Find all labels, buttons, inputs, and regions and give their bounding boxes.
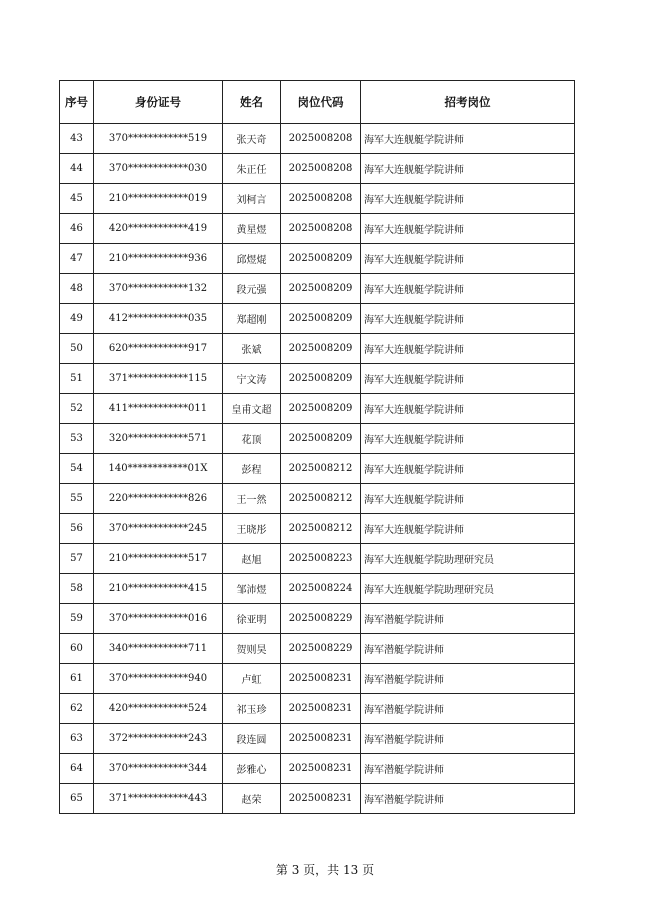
cell-id-number: 420************524 [94, 694, 223, 724]
cell-index: 50 [60, 334, 94, 364]
cell-name: 花顶 [223, 424, 281, 454]
cell-name: 郑超刚 [223, 304, 281, 334]
cell-post-code: 2025008208 [281, 184, 361, 214]
cell-name: 徐亚明 [223, 604, 281, 634]
cell-id-number: 210************936 [94, 244, 223, 274]
table-row [60, 154, 575, 184]
cell-name: 王一然 [223, 484, 281, 514]
cell-post: 海军大连舰艇学院讲师 [361, 274, 575, 304]
cell-post-code: 2025008223 [281, 544, 361, 574]
cell-post-code: 2025008231 [281, 724, 361, 754]
cell-id-number: 411************011 [94, 394, 223, 424]
cell-id-number: 620************917 [94, 334, 223, 364]
cell-name: 王晓彤 [223, 514, 281, 544]
cell-index: 60 [60, 634, 94, 664]
cell-id-number: 220************826 [94, 484, 223, 514]
cell-index: 58 [60, 574, 94, 604]
cell-post: 海军大连舰艇学院讲师 [361, 184, 575, 214]
cell-index: 55 [60, 484, 94, 514]
cell-post-code: 2025008231 [281, 664, 361, 694]
table-row [60, 274, 575, 304]
cell-id-number: 370************016 [94, 604, 223, 634]
cell-post: 海军大连舰艇学院讲师 [361, 124, 575, 154]
cell-post-code: 2025008208 [281, 124, 361, 154]
cell-name: 朱正任 [223, 154, 281, 184]
cell-id-number: 210************415 [94, 574, 223, 604]
cell-name: 张天奇 [223, 124, 281, 154]
header-name: 姓名 [223, 81, 281, 124]
cell-post-code: 2025008229 [281, 604, 361, 634]
cell-post-code: 2025008209 [281, 304, 361, 334]
cell-index: 48 [60, 274, 94, 304]
table-row [60, 604, 575, 634]
cell-name: 黄星煜 [223, 214, 281, 244]
cell-index: 44 [60, 154, 94, 184]
cell-post-code: 2025008224 [281, 574, 361, 604]
table-row [60, 664, 575, 694]
page-number-footer: 第 3 页，共 13 页 [275, 863, 375, 877]
cell-name: 段元强 [223, 274, 281, 304]
cell-index: 46 [60, 214, 94, 244]
cell-post: 海军潜艇学院讲师 [361, 784, 575, 814]
cell-index: 43 [60, 124, 94, 154]
cell-post-code: 2025008212 [281, 454, 361, 484]
cell-index: 52 [60, 394, 94, 424]
cell-post: 海军大连舰艇学院助理研究员 [361, 544, 575, 574]
table-row [60, 544, 575, 574]
cell-index: 51 [60, 364, 94, 394]
cell-post-code: 2025008212 [281, 514, 361, 544]
cell-post: 海军大连舰艇学院讲师 [361, 454, 575, 484]
cell-post-code: 2025008209 [281, 394, 361, 424]
cell-post-code: 2025008231 [281, 754, 361, 784]
cell-post: 海军大连舰艇学院讲师 [361, 514, 575, 544]
cell-id-number: 372************243 [94, 724, 223, 754]
cell-post: 海军大连舰艇学院讲师 [361, 154, 575, 184]
cell-post: 海军大连舰艇学院讲师 [361, 364, 575, 394]
header-id-number: 身份证号 [94, 81, 223, 124]
table-header-row [60, 81, 575, 124]
cell-name: 宁文涛 [223, 364, 281, 394]
cell-index: 65 [60, 784, 94, 814]
cell-id-number: 371************115 [94, 364, 223, 394]
cell-post-code: 2025008212 [281, 484, 361, 514]
cell-post: 海军大连舰艇学院讲师 [361, 304, 575, 334]
table-row [60, 394, 575, 424]
table-row [60, 574, 575, 604]
table-row [60, 124, 575, 154]
cell-name: 祁玉珍 [223, 694, 281, 724]
cell-post: 海军大连舰艇学院讲师 [361, 394, 575, 424]
table-row [60, 754, 575, 784]
cell-post: 海军潜艇学院讲师 [361, 754, 575, 784]
cell-post: 海军大连舰艇学院讲师 [361, 334, 575, 364]
cell-post-code: 2025008231 [281, 784, 361, 814]
cell-post-code: 2025008209 [281, 334, 361, 364]
cell-id-number: 371************443 [94, 784, 223, 814]
cell-post: 海军潜艇学院讲师 [361, 604, 575, 634]
cell-name: 卢虹 [223, 664, 281, 694]
cell-name: 皇甫文超 [223, 394, 281, 424]
cell-id-number: 370************132 [94, 274, 223, 304]
cell-post-code: 2025008208 [281, 214, 361, 244]
cell-post: 海军大连舰艇学院讲师 [361, 244, 575, 274]
cell-name: 邹沛煜 [223, 574, 281, 604]
cell-id-number: 370************245 [94, 514, 223, 544]
cell-index: 47 [60, 244, 94, 274]
cell-id-number: 210************019 [94, 184, 223, 214]
table-row [60, 514, 575, 544]
table-row [60, 484, 575, 514]
cell-index: 62 [60, 694, 94, 724]
table-row [60, 634, 575, 664]
cell-post-code: 2025008209 [281, 364, 361, 394]
cell-name: 邱煜焜 [223, 244, 281, 274]
cell-id-number: 370************519 [94, 124, 223, 154]
table-row [60, 424, 575, 454]
cell-index: 57 [60, 544, 94, 574]
cell-post-code: 2025008209 [281, 274, 361, 304]
cell-name: 刘柯言 [223, 184, 281, 214]
cell-id-number: 420************419 [94, 214, 223, 244]
cell-post: 海军大连舰艇学院讲师 [361, 484, 575, 514]
cell-name: 贺则昊 [223, 634, 281, 664]
table-row [60, 724, 575, 754]
cell-post: 海军潜艇学院讲师 [361, 694, 575, 724]
cell-id-number: 412************035 [94, 304, 223, 334]
cell-index: 59 [60, 604, 94, 634]
cell-post: 海军大连舰艇学院助理研究员 [361, 574, 575, 604]
cell-name: 彭程 [223, 454, 281, 484]
cell-post-code: 2025008229 [281, 634, 361, 664]
cell-post: 海军大连舰艇学院讲师 [361, 424, 575, 454]
cell-index: 63 [60, 724, 94, 754]
cell-index: 54 [60, 454, 94, 484]
table-row [60, 364, 575, 394]
table-row [60, 694, 575, 724]
cell-id-number: 370************940 [94, 664, 223, 694]
cell-name: 赵旭 [223, 544, 281, 574]
table-body [60, 124, 575, 814]
cell-post-code: 2025008208 [281, 154, 361, 184]
cell-name: 赵荣 [223, 784, 281, 814]
cell-post-code: 2025008209 [281, 424, 361, 454]
cell-index: 53 [60, 424, 94, 454]
cell-id-number: 140************01X [94, 454, 223, 484]
candidate-table [59, 80, 575, 814]
cell-id-number: 320************571 [94, 424, 223, 454]
cell-id-number: 210************517 [94, 544, 223, 574]
header-index: 序号 [60, 81, 94, 124]
table-row [60, 244, 575, 274]
table-row [60, 214, 575, 244]
cell-id-number: 370************030 [94, 154, 223, 184]
cell-post: 海军大连舰艇学院讲师 [361, 214, 575, 244]
cell-name: 彭雅心 [223, 754, 281, 784]
table-row [60, 334, 575, 364]
cell-post: 海军潜艇学院讲师 [361, 724, 575, 754]
cell-post-code: 2025008231 [281, 694, 361, 724]
cell-post: 海军潜艇学院讲师 [361, 664, 575, 694]
cell-name: 张斌 [223, 334, 281, 364]
cell-index: 49 [60, 304, 94, 334]
table-row [60, 304, 575, 334]
cell-post: 海军潜艇学院讲师 [361, 634, 575, 664]
table-row [60, 454, 575, 484]
cell-index: 61 [60, 664, 94, 694]
header-post-code: 岗位代码 [281, 81, 361, 124]
cell-id-number: 340************711 [94, 634, 223, 664]
cell-index: 56 [60, 514, 94, 544]
cell-id-number: 370************344 [94, 754, 223, 784]
cell-post-code: 2025008209 [281, 244, 361, 274]
cell-index: 45 [60, 184, 94, 214]
cell-index: 64 [60, 754, 94, 784]
table-row [60, 784, 575, 814]
table-row [60, 184, 575, 214]
header-post: 招考岗位 [361, 81, 575, 124]
cell-name: 段连圆 [223, 724, 281, 754]
